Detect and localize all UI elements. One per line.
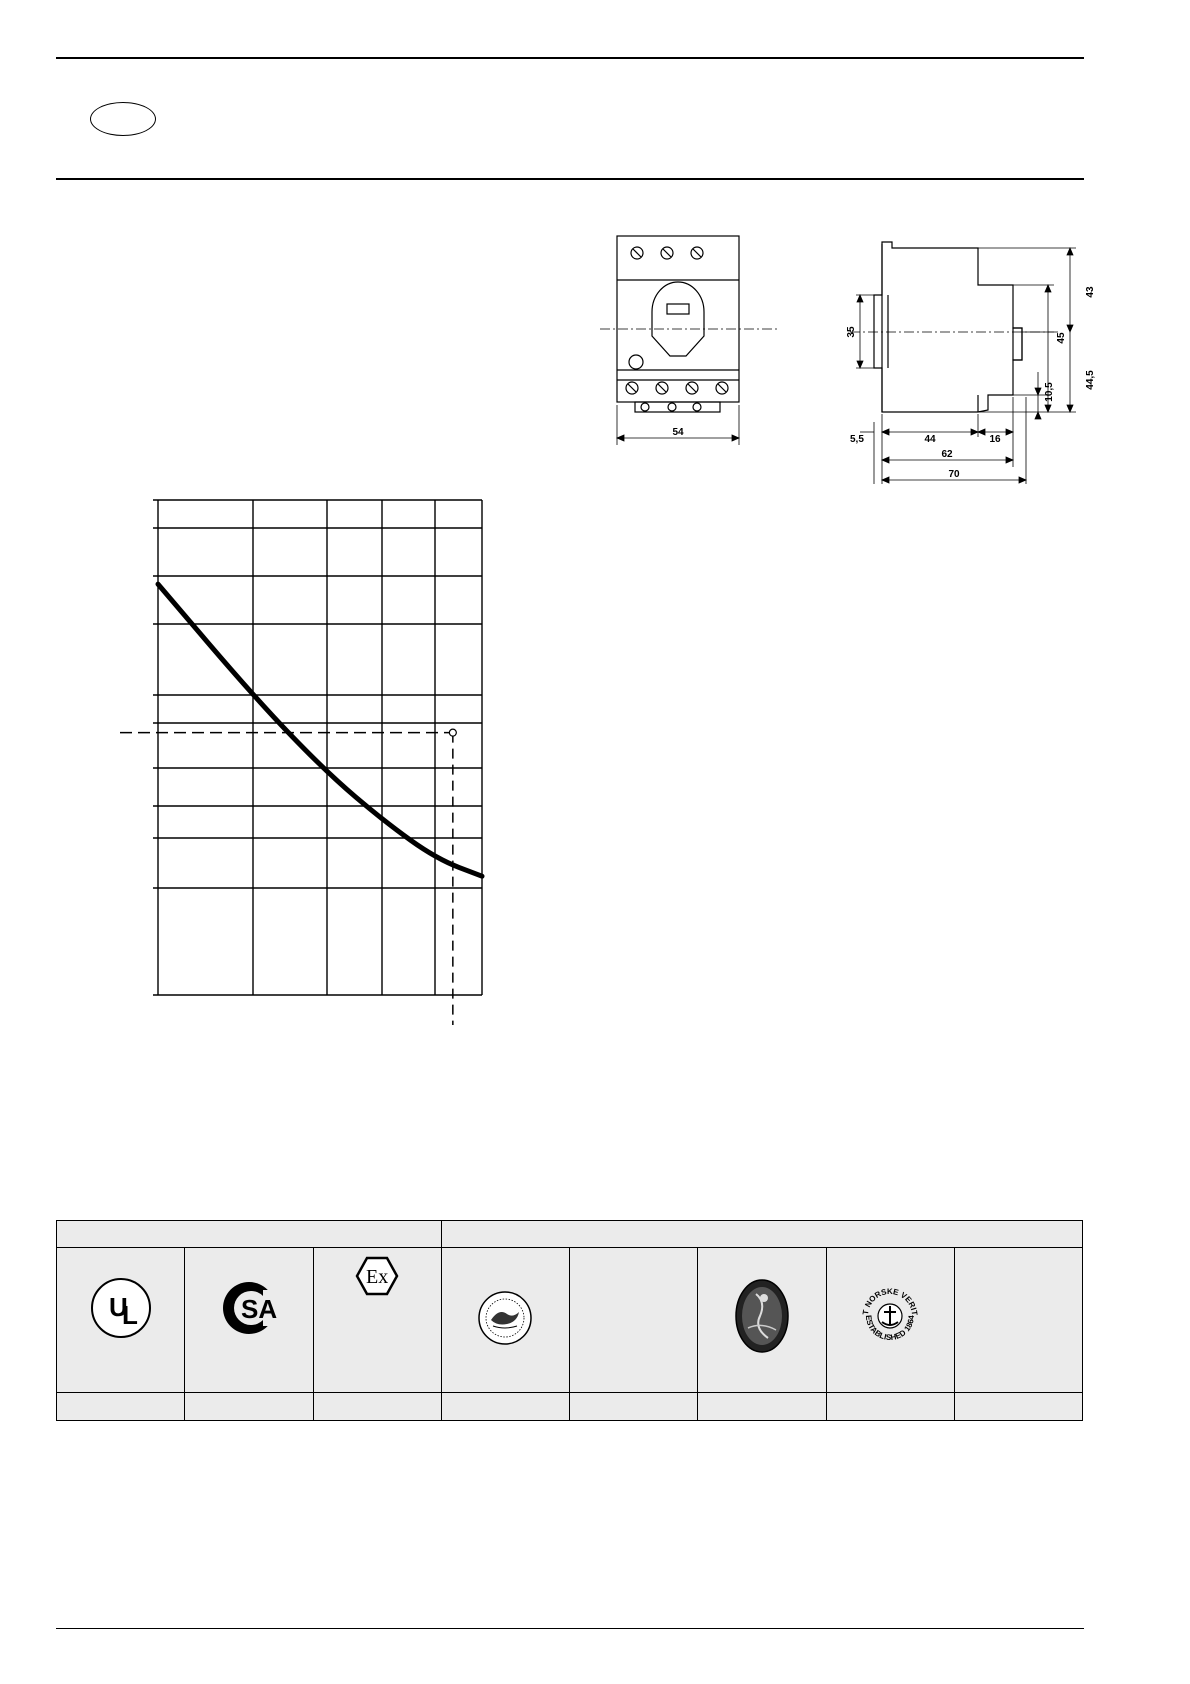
adjust-dial	[629, 355, 643, 369]
dim-16: 16	[989, 434, 1001, 445]
svg-text:SA: SA	[240, 1294, 277, 1324]
dim-43: 43	[1085, 286, 1096, 298]
chart-guides	[120, 733, 453, 1025]
cert-footer-cell	[826, 1393, 954, 1421]
svg-text:DET NORSKE VERITAS: DET NORSKE VERITAS	[855, 1277, 920, 1316]
chart-grid	[153, 500, 482, 995]
derating-curve-chart	[110, 500, 500, 1040]
cert-cell-classification	[698, 1248, 826, 1393]
dim-35: 35	[846, 326, 857, 338]
cert-footer-cell	[441, 1393, 569, 1421]
front-view-drawing	[600, 230, 780, 445]
cert-cell-empty-1	[570, 1248, 698, 1393]
cert-footer-row	[57, 1393, 1083, 1421]
svg-text:ESTABLISHED 1864: ESTABLISHED 1864	[863, 1314, 917, 1343]
cert-footer-cell	[57, 1393, 185, 1421]
cert-cell-empty-2	[954, 1248, 1082, 1393]
dim-70: 70	[948, 469, 960, 480]
csa-mark-icon	[217, 1276, 281, 1340]
cert-cell-lloyds	[441, 1248, 569, 1393]
cert-cell-dnv	[826, 1248, 954, 1393]
dim-45: 45	[1056, 332, 1067, 344]
svg-text:L: L	[121, 1300, 138, 1330]
front-housing	[617, 236, 739, 402]
ul-mark-icon	[89, 1276, 153, 1340]
top-rule	[56, 57, 1084, 59]
language-badge	[90, 102, 156, 136]
cert-header-north-america	[57, 1221, 442, 1248]
chart-marker	[449, 729, 456, 736]
header-bottom-rule	[56, 178, 1084, 180]
dim-5-5: 5,5	[850, 434, 864, 445]
dim-44-5: 44,5	[1085, 370, 1096, 390]
footer-rule	[56, 1628, 1084, 1629]
cert-header-row	[57, 1221, 1083, 1248]
side-view-drawing	[830, 232, 1100, 494]
rotary-knob	[652, 282, 704, 356]
cert-footer-cell	[570, 1393, 698, 1421]
dim-62: 62	[941, 449, 953, 460]
ex-mark-icon	[355, 1256, 399, 1296]
cert-footer-cell	[954, 1393, 1082, 1421]
dim-10-5: 10,5	[1044, 382, 1055, 402]
svg-text:U: U	[108, 1292, 128, 1322]
dim-front-width: 54	[672, 427, 684, 438]
cert-footer-cell	[313, 1393, 441, 1421]
classification-society-seal-icon	[734, 1278, 790, 1354]
cert-cell-csa	[185, 1248, 313, 1393]
cert-footer-cell	[698, 1393, 826, 1421]
cert-header-marine	[441, 1221, 1082, 1248]
cert-logo-row	[57, 1248, 1083, 1393]
dim-44: 44	[924, 434, 936, 445]
side-housing	[874, 242, 1022, 412]
lloyds-register-seal-icon	[477, 1290, 533, 1346]
svg-text:Ex: Ex	[366, 1266, 389, 1288]
cert-footer-cell	[185, 1393, 313, 1421]
cert-cell-ex	[313, 1248, 441, 1393]
certification-table	[56, 1220, 1083, 1421]
det-norske-veritas-seal-icon	[855, 1277, 922, 1348]
chart-curve	[158, 584, 482, 876]
cert-cell-ul	[57, 1248, 185, 1393]
